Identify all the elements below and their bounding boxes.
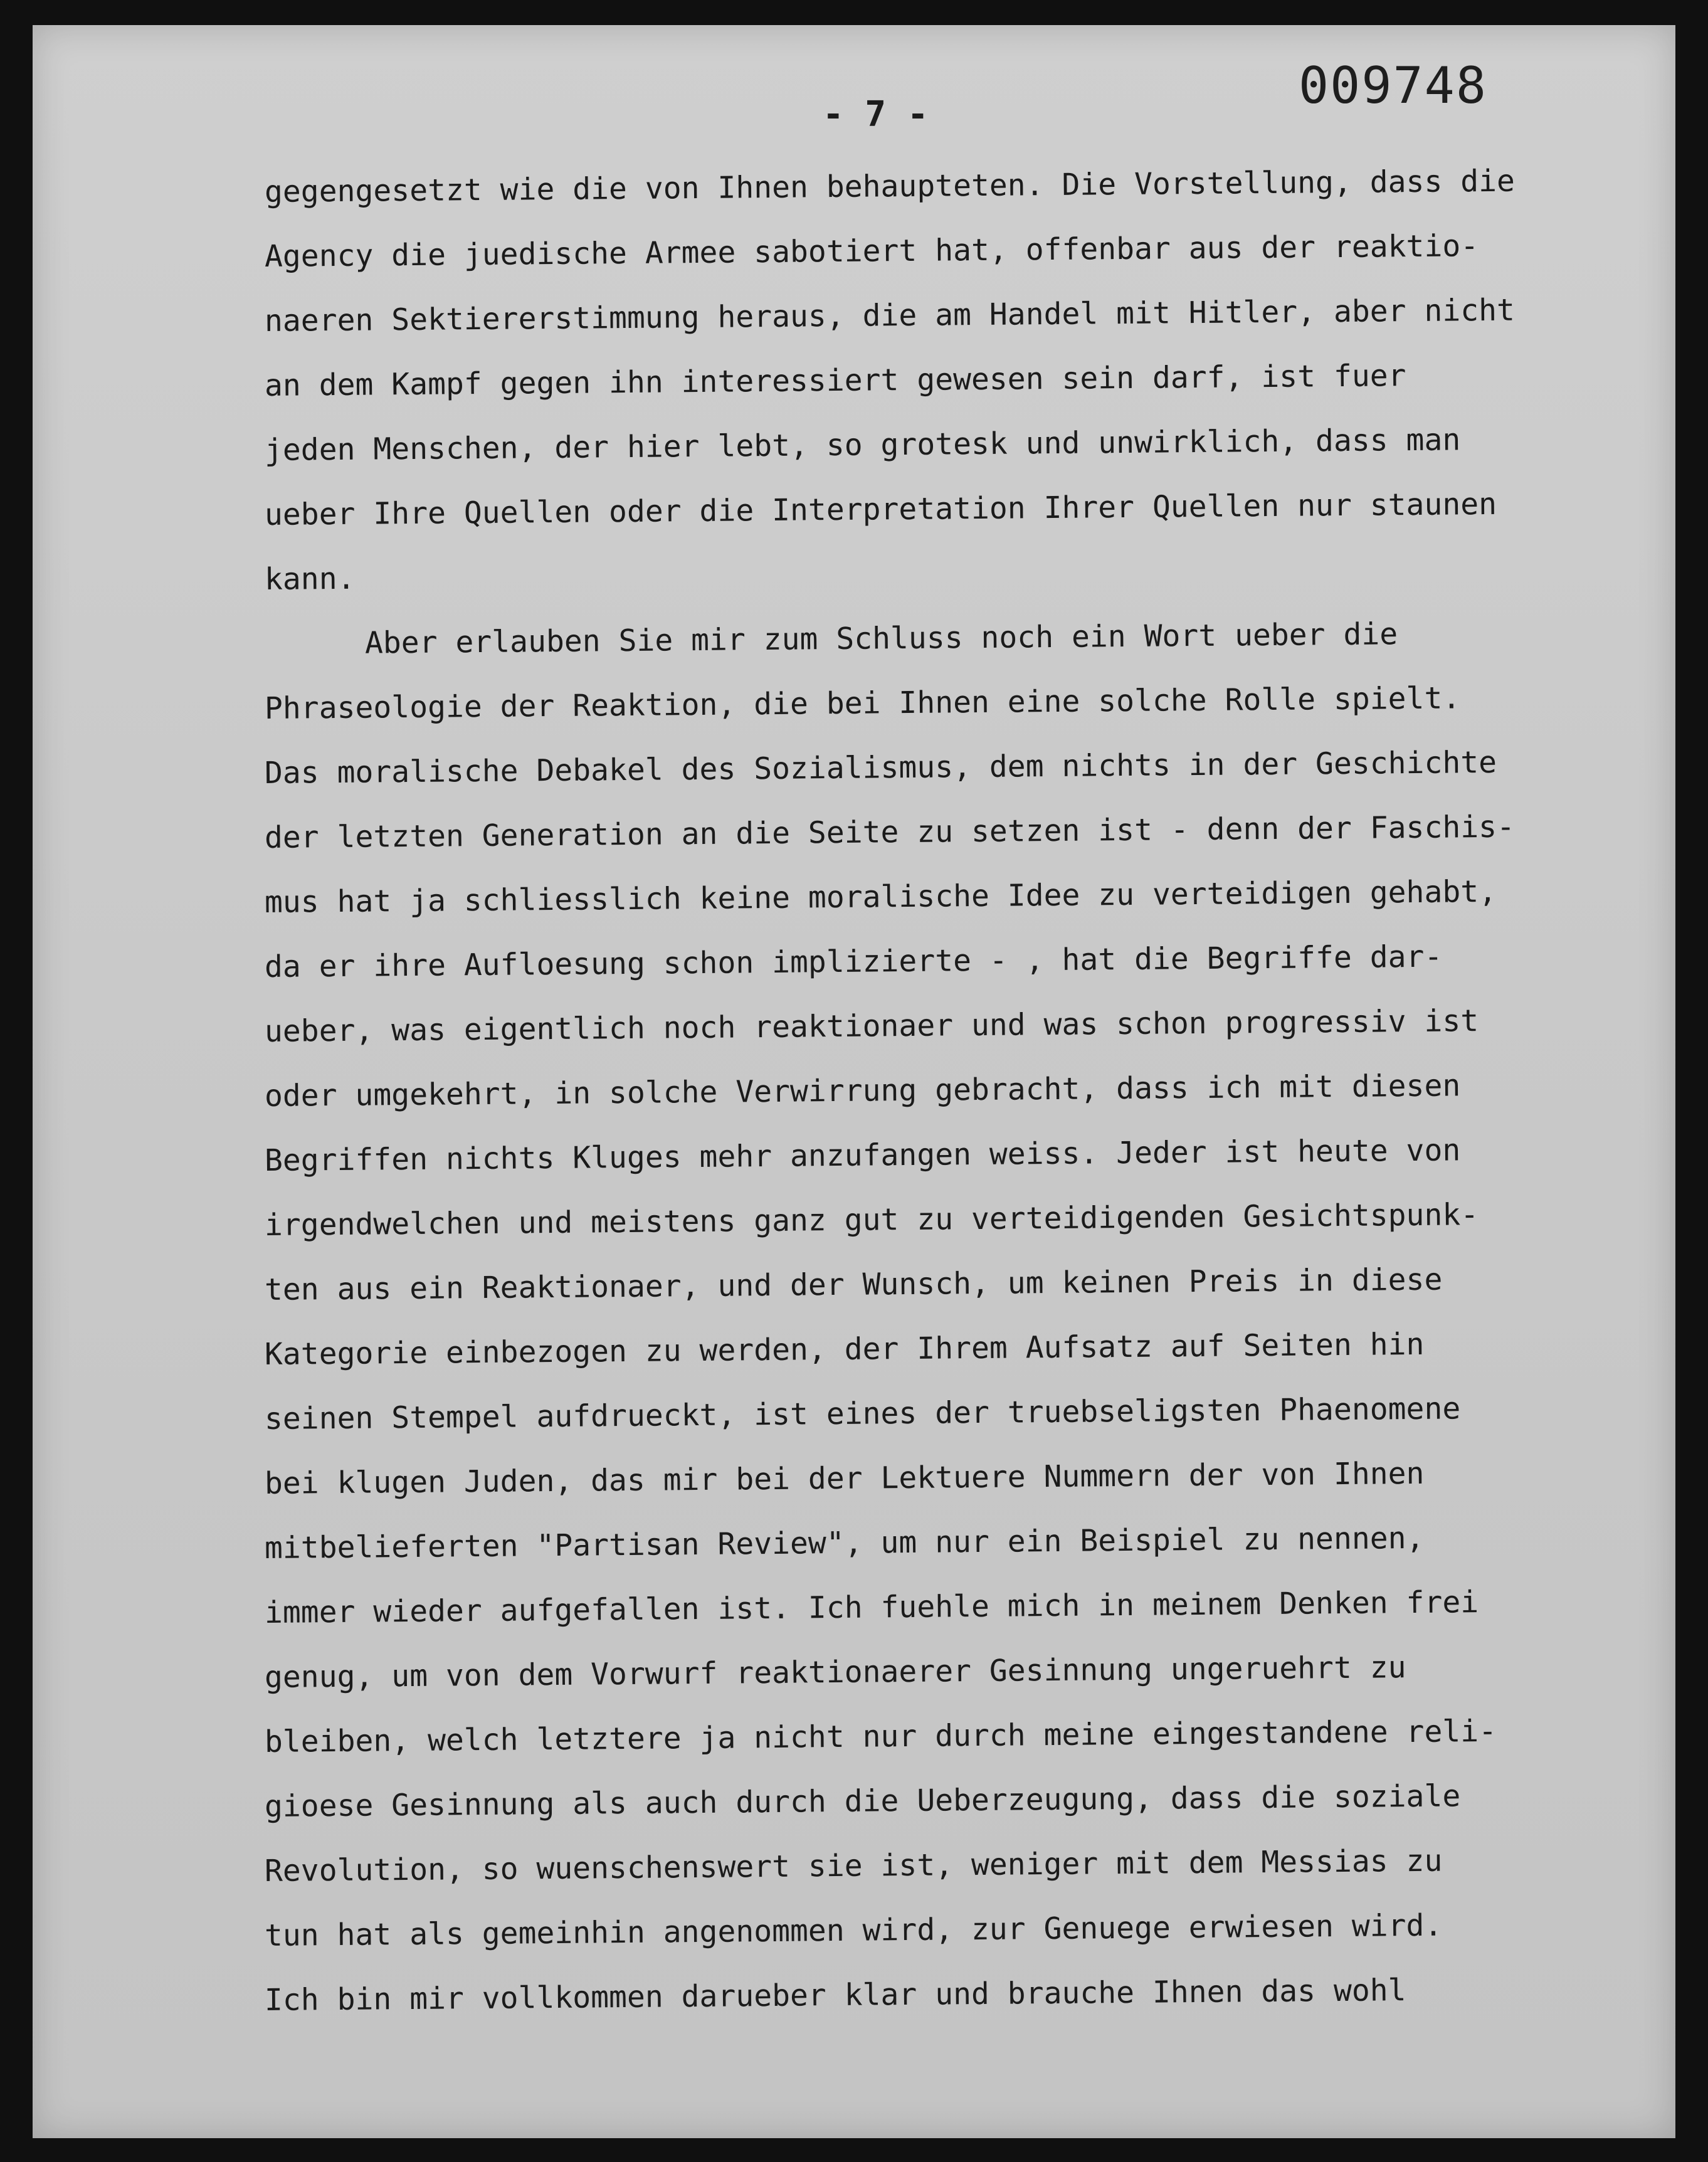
text-line: immer wieder aufgefallen ist. Ich fuehle mich in meinem Denken frei (264, 1585, 1479, 1630)
text-line: Begriffen nichts Kluges mehr anzufangen weiss. Jeder ist heute von (264, 1132, 1461, 1178)
text-line: kann. (264, 561, 356, 597)
text-line: an dem Kampf gegen ihn interessiert gewesen sein darf, ist fuer (264, 358, 1406, 403)
text-line: seinen Stempel aufdrueckt, ist eines der truebseligsten Phaenomene (264, 1391, 1461, 1437)
text-line: tun hat als gemeinhin angenommen wird, zur Genuege erwiesen wird. (264, 1907, 1443, 1953)
text-line: gioese Gesinnung als auch durch die Ueberzeugung, dass die soziale (264, 1778, 1461, 1824)
text-line: bleiben, welch letztere ja nicht nur durch meine eingestandene reli- (264, 1713, 1497, 1759)
text-line: Phraseologie der Reaktion, die bei Ihnen eine solche Rolle spielt. (264, 680, 1461, 726)
document-number: 009748 (1299, 56, 1487, 115)
text-line: Ich bin mir vollkommen darueber klar und brauche Ihnen das wohl (264, 1973, 1406, 2018)
text-line: irgendwelchen und meistens ganz gut zu verteidigenden Gesichtspunk- (264, 1197, 1479, 1243)
text-line: ueber, was eigentlich noch reaktionaer und was schon progressiv ist (264, 1003, 1479, 1049)
document-page (33, 25, 1675, 2138)
text-line: Kategorie einbezogen zu werden, der Ihrem Aufsatz auf Seiten hin (264, 1326, 1425, 1372)
page-number: - 7 - (823, 94, 929, 135)
text-line: bei klugen Juden, das mir bei der Lektuere Nummern der von Ihnen (264, 1455, 1425, 1501)
typed-letter-body (265, 160, 1675, 2033)
text-line: Das moralische Debakel des Sozialismus, dem nichts in der Geschichte (264, 744, 1497, 791)
text-line: naeren Sektiererstimmung heraus, die am Handel mit Hitler, aber nicht (264, 292, 1516, 339)
text-line: mus hat ja schliesslich keine moralische Idee zu verteidigen gehabt, (264, 873, 1497, 920)
text-line: genug, um von dem Vorwurf reaktionaerer Gesinnung ungeruehrt zu (264, 1650, 1406, 1695)
text-line: ueber Ihre Quellen oder die Interpretation Ihrer Quellen nur staunen (264, 486, 1497, 532)
text-line: oder umgekehrt, in solche Verwirrung gebracht, dass ich mit diesen (264, 1068, 1461, 1114)
text-line: da er ihre Aufloesung schon implizierte - , hat die Begriffe dar- (264, 939, 1443, 984)
text-line: gegengesetzt wie die von Ihnen behaupteten. Die Vorstellung, dass die (264, 163, 1516, 209)
text-line: Aber erlauben Sie mir zum Schluss noch ein Wort ueber die (364, 616, 1398, 661)
text-line: Agency die juedische Armee sabotiert hat, offenbar aus der reaktio- (264, 228, 1479, 274)
text-line: jeden Menschen, der hier lebt, so grotesk und unwirklich, dass man (264, 422, 1461, 468)
text-line: ten aus ein Reaktionaer, und der Wunsch, um keinen Preis in diese (264, 1262, 1443, 1307)
text-line: der letzten Generation an die Seite zu setzen ist - denn der Faschis- (264, 809, 1516, 855)
text-line: Revolution, so wuenschenswert sie ist, weniger mit dem Messias zu (264, 1843, 1443, 1889)
text-line: mitbelieferten "Partisan Review", um nur ein Beispiel zu nennen, (264, 1520, 1425, 1566)
